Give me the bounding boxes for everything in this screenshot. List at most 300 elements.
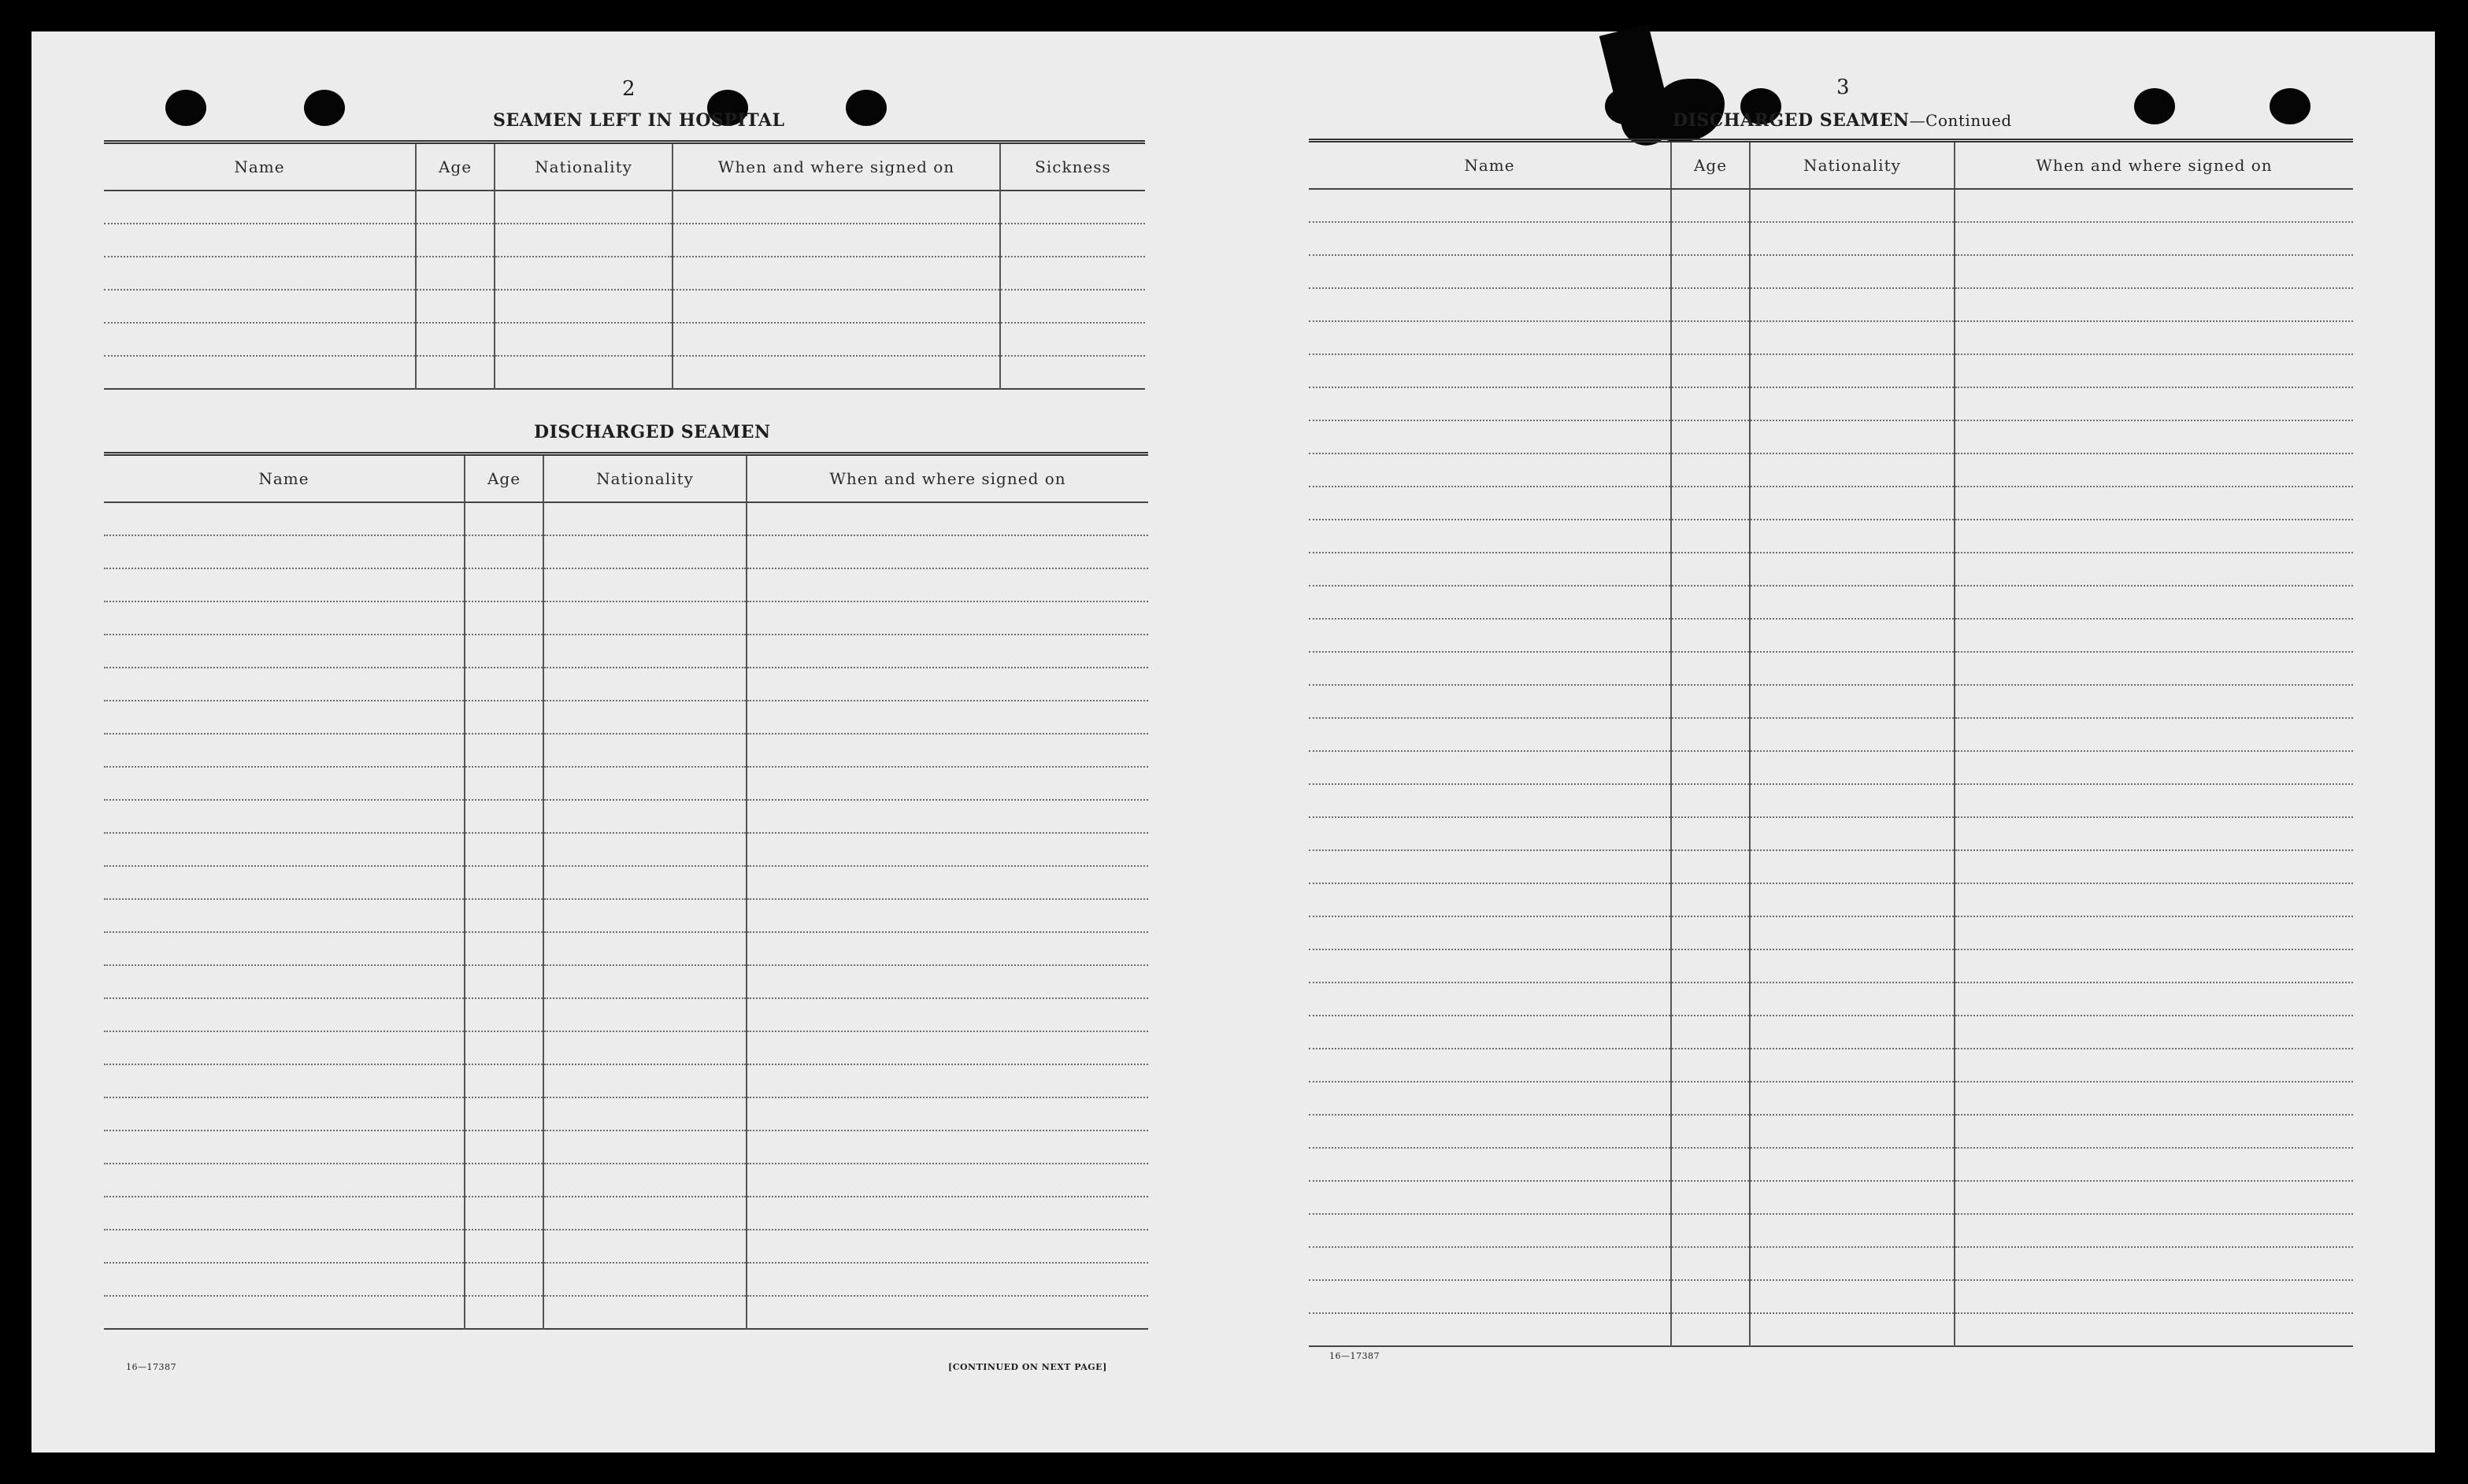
table-header-row <box>104 142 1145 191</box>
table-cell <box>1309 817 1671 850</box>
table-cell <box>1309 718 1671 751</box>
table-cell <box>1309 453 1671 487</box>
table-cell <box>543 701 747 734</box>
table-cell <box>747 502 1148 535</box>
table-cell <box>543 833 747 866</box>
table-row <box>104 866 1148 899</box>
table-row <box>104 502 1148 535</box>
table-row <box>1309 189 2353 222</box>
table-cell <box>1000 323 1145 356</box>
table-cell <box>1955 586 2353 619</box>
table-cell <box>1955 1214 2353 1247</box>
table-row <box>1309 751 2353 784</box>
table-row <box>1309 520 2353 553</box>
table-cell <box>465 1031 543 1064</box>
table-cell <box>104 767 465 800</box>
table-cell <box>747 701 1148 734</box>
table-cell <box>1750 586 1955 619</box>
table-cell <box>1955 784 2353 817</box>
table-cell <box>1309 1313 1671 1346</box>
table-cell <box>1750 652 1955 685</box>
table-cell <box>1955 1247 2353 1280</box>
table-cell <box>1955 453 2353 487</box>
table-cell <box>747 800 1148 833</box>
table-cell <box>543 1097 747 1131</box>
punch-hole <box>304 90 345 126</box>
table-cell <box>1309 487 1671 520</box>
table-cell <box>104 1097 465 1131</box>
table-cell <box>1671 1049 1750 1082</box>
table-cell <box>465 535 543 568</box>
table-cell <box>747 965 1148 998</box>
document-sheet <box>31 31 2435 1453</box>
table-cell <box>1000 224 1145 257</box>
table-header-row <box>1309 141 2353 190</box>
table-cell <box>1671 222 1750 255</box>
table-cell <box>673 356 1000 389</box>
table-cell <box>1671 1181 1750 1214</box>
table-row <box>104 568 1148 601</box>
table-cell <box>1309 354 1671 387</box>
continued-suffix: —Continued <box>1909 111 2012 130</box>
table-cell <box>1309 586 1671 619</box>
table-row <box>104 356 1145 389</box>
table-cell <box>543 1064 747 1097</box>
table-cell <box>465 601 543 635</box>
table-cell <box>1671 487 1750 520</box>
table-cell <box>1955 916 2353 949</box>
table-row <box>1309 453 2353 487</box>
table-cell <box>1671 850 1750 883</box>
table-cell <box>1955 652 2353 685</box>
column-header: Age <box>465 454 543 503</box>
table-cell <box>104 998 465 1031</box>
column-header: Name <box>104 142 416 191</box>
table-cell <box>1955 850 2353 883</box>
table-cell <box>747 1197 1148 1230</box>
table-cell <box>1750 1181 1955 1214</box>
table-cell <box>1955 255 2353 288</box>
table-row <box>1309 1280 2353 1313</box>
table-cell <box>465 998 543 1031</box>
discharged-seamen-table <box>104 452 1148 1330</box>
table-cell <box>1750 718 1955 751</box>
table-cell <box>543 767 747 800</box>
table-cell <box>104 224 416 257</box>
table-cell <box>465 1131 543 1164</box>
table-cell <box>1955 387 2353 420</box>
table-row <box>104 965 1148 998</box>
table-cell <box>104 356 416 389</box>
table-row <box>104 191 1145 224</box>
table-cell <box>1750 1049 1955 1082</box>
table-cell <box>104 701 465 734</box>
table-cell <box>104 1263 465 1296</box>
table-cell <box>465 502 543 535</box>
table-cell <box>104 502 465 535</box>
table-row <box>104 601 1148 635</box>
table-cell <box>1750 619 1955 652</box>
table-row <box>104 1230 1148 1263</box>
table-row <box>104 535 1148 568</box>
table-cell <box>1671 1082 1750 1115</box>
table-cell <box>1750 1082 1955 1115</box>
table-cell <box>747 899 1148 932</box>
table-cell <box>1309 1148 1671 1181</box>
table-cell <box>465 1296 543 1329</box>
table-cell <box>1750 1313 1955 1346</box>
table-cell <box>495 290 673 323</box>
table-cell <box>104 1296 465 1329</box>
table-row <box>1309 553 2353 586</box>
table-row <box>1309 420 2353 453</box>
table-cell <box>747 932 1148 965</box>
table-cell <box>1309 288 1671 321</box>
table-cell <box>465 635 543 668</box>
table-cell <box>543 502 747 535</box>
table-cell <box>1750 1280 1955 1313</box>
table-row <box>1309 1313 2353 1346</box>
table-cell <box>1671 1247 1750 1280</box>
page-number-right: 3 <box>1836 76 1850 99</box>
table-cell <box>1750 949 1955 983</box>
table-cell <box>104 323 416 356</box>
table-cell <box>1309 751 1671 784</box>
table-cell <box>1309 949 1671 983</box>
table-cell <box>495 224 673 257</box>
table-cell <box>747 1131 1148 1164</box>
table-cell <box>1955 189 2353 222</box>
column-header: When and where signed on <box>747 454 1148 503</box>
table-cell <box>465 568 543 601</box>
table-cell <box>1309 321 1671 354</box>
table-cell <box>543 734 747 767</box>
table-cell <box>1671 949 1750 983</box>
table-cell <box>1309 1082 1671 1115</box>
table-cell <box>1671 1214 1750 1247</box>
table-cell <box>673 257 1000 290</box>
table-row <box>1309 487 2353 520</box>
table-cell <box>1671 883 1750 916</box>
table-row <box>1309 354 2353 387</box>
table-cell <box>543 668 747 701</box>
table-cell <box>1955 420 2353 453</box>
table-cell <box>465 1164 543 1197</box>
table-cell <box>465 767 543 800</box>
table-cell <box>495 323 673 356</box>
table-cell <box>104 965 465 998</box>
table-cell <box>1671 387 1750 420</box>
table-cell <box>416 323 495 356</box>
table-row <box>104 701 1148 734</box>
table-cell <box>1309 387 1671 420</box>
table-cell <box>465 734 543 767</box>
table-cell <box>543 635 747 668</box>
table-cell <box>747 767 1148 800</box>
table-cell <box>1955 1082 2353 1115</box>
table-cell <box>543 601 747 635</box>
table-cell <box>1000 290 1145 323</box>
table-row <box>104 1031 1148 1064</box>
table-cell <box>1750 685 1955 718</box>
table-cell <box>1309 420 1671 453</box>
table-cell <box>1309 652 1671 685</box>
table-cell <box>104 257 416 290</box>
table-cell <box>1671 453 1750 487</box>
table-row <box>104 932 1148 965</box>
column-header: Nationality <box>495 142 673 191</box>
table-row <box>1309 817 2353 850</box>
table-cell <box>104 800 465 833</box>
table-cell <box>1671 1148 1750 1181</box>
table-cell <box>1309 784 1671 817</box>
table-cell <box>465 1230 543 1263</box>
table-cell <box>1309 1214 1671 1247</box>
table-cell <box>543 568 747 601</box>
table-row <box>104 1064 1148 1097</box>
table-cell <box>1309 1049 1671 1082</box>
table-cell <box>1750 751 1955 784</box>
table-cell <box>1750 817 1955 850</box>
table-cell <box>543 1263 747 1296</box>
table-row <box>1309 652 2353 685</box>
table-cell <box>1671 321 1750 354</box>
table-row <box>104 323 1145 356</box>
table-cell <box>104 734 465 767</box>
table-row <box>1309 983 2353 1016</box>
table-cell <box>1955 1313 2353 1346</box>
table-cell <box>1671 983 1750 1016</box>
table-cell <box>495 356 673 389</box>
table-cell <box>104 899 465 932</box>
table-cell <box>104 1197 465 1230</box>
table-cell <box>1955 883 2353 916</box>
table-row <box>1309 1016 2353 1049</box>
table-row <box>104 1197 1148 1230</box>
table-cell <box>747 635 1148 668</box>
table-cell <box>1955 1181 2353 1214</box>
table-cell <box>465 668 543 701</box>
table-cell <box>543 965 747 998</box>
table-cell <box>1671 619 1750 652</box>
table-cell <box>1955 487 2353 520</box>
table-row <box>1309 916 2353 949</box>
table-cell <box>747 998 1148 1031</box>
table-cell <box>1671 652 1750 685</box>
table-cell <box>747 734 1148 767</box>
table-cell <box>1955 1115 2353 1148</box>
table-cell <box>747 1164 1148 1197</box>
table-cell <box>104 568 465 601</box>
table-cell <box>1309 883 1671 916</box>
table-cell <box>1671 718 1750 751</box>
table-cell <box>747 668 1148 701</box>
table-row <box>1309 850 2353 883</box>
table-cell <box>1671 1115 1750 1148</box>
table-cell <box>747 866 1148 899</box>
table-cell <box>747 1296 1148 1329</box>
table-row <box>1309 784 2353 817</box>
table-row <box>1309 883 2353 916</box>
table-cell <box>673 191 1000 224</box>
table-cell <box>747 833 1148 866</box>
column-header: Age <box>416 142 495 191</box>
table-cell <box>1750 850 1955 883</box>
table-cell <box>543 1031 747 1064</box>
table-row <box>104 1164 1148 1197</box>
table-row <box>104 767 1148 800</box>
table-cell <box>543 1131 747 1164</box>
table-cell <box>1750 1115 1955 1148</box>
table-cell <box>543 535 747 568</box>
table-cell <box>1955 1016 2353 1049</box>
table-cell <box>1671 817 1750 850</box>
table-cell <box>104 866 465 899</box>
table-cell <box>465 866 543 899</box>
table-cell <box>747 1064 1148 1097</box>
table-cell <box>1309 619 1671 652</box>
discharged-continued-title <box>1673 110 2012 131</box>
table-cell <box>1671 553 1750 586</box>
discharged-continued-title-text: DISCHARGED SEAMEN <box>1673 110 1910 131</box>
punch-hole <box>2270 88 2311 124</box>
table-row <box>1309 222 2353 255</box>
table-cell <box>1750 288 1955 321</box>
table-row <box>1309 949 2353 983</box>
table-row <box>104 833 1148 866</box>
table-cell <box>104 535 465 568</box>
table-cell <box>1671 1016 1750 1049</box>
table-row <box>1309 685 2353 718</box>
hospital-section-title: SEAMEN LEFT IN HOSPITAL <box>493 110 785 131</box>
table-cell <box>1750 453 1955 487</box>
table-row <box>1309 387 2353 420</box>
table-cell <box>465 899 543 932</box>
table-cell <box>465 965 543 998</box>
table-row <box>1309 619 2353 652</box>
table-cell <box>104 1131 465 1164</box>
column-header: Nationality <box>543 454 747 503</box>
table-cell <box>104 1064 465 1097</box>
table-cell <box>747 1230 1148 1263</box>
table-cell <box>1955 553 2353 586</box>
table-row <box>104 899 1148 932</box>
table-cell <box>1955 1148 2353 1181</box>
column-header: Name <box>104 454 465 503</box>
table-cell <box>1955 321 2353 354</box>
table-row <box>1309 586 2353 619</box>
table-cell <box>1750 487 1955 520</box>
table-cell <box>543 899 747 932</box>
table-cell <box>747 535 1148 568</box>
table-cell <box>495 191 673 224</box>
table-cell <box>543 932 747 965</box>
table-cell <box>1671 1280 1750 1313</box>
table-cell <box>1955 354 2353 387</box>
table-cell <box>1750 784 1955 817</box>
table-cell <box>543 800 747 833</box>
table-cell <box>543 998 747 1031</box>
table-cell <box>104 668 465 701</box>
table-cell <box>1750 1016 1955 1049</box>
table-row <box>1309 255 2353 288</box>
table-cell <box>1671 255 1750 288</box>
table-cell <box>104 191 416 224</box>
table-cell <box>1955 1049 2353 1082</box>
table-cell <box>1955 751 2353 784</box>
table-cell <box>673 290 1000 323</box>
table-cell <box>465 1097 543 1131</box>
punch-hole <box>2134 88 2175 124</box>
table-cell <box>1671 784 1750 817</box>
table-cell <box>543 866 747 899</box>
table-cell <box>465 701 543 734</box>
table-cell <box>1309 1016 1671 1049</box>
table-cell <box>1309 1280 1671 1313</box>
table-cell <box>1955 520 2353 553</box>
table-cell <box>1750 553 1955 586</box>
table-cell <box>1955 222 2353 255</box>
table-cell <box>1309 1181 1671 1214</box>
table-cell <box>1671 751 1750 784</box>
table-cell <box>465 1263 543 1296</box>
table-cell <box>747 1263 1148 1296</box>
table-cell <box>543 1296 747 1329</box>
table-cell <box>1750 189 1955 222</box>
table-cell <box>747 568 1148 601</box>
table-cell <box>1309 520 1671 553</box>
table-cell <box>1750 1214 1955 1247</box>
discharged-continued-table <box>1309 139 2353 1347</box>
table-cell <box>1955 1280 2353 1313</box>
table-cell <box>1750 520 1955 553</box>
table-cell <box>416 290 495 323</box>
table-cell <box>1309 189 1671 222</box>
table-cell <box>104 1230 465 1263</box>
table-cell <box>1309 553 1671 586</box>
table-row <box>104 734 1148 767</box>
table-cell <box>104 932 465 965</box>
table-cell <box>1955 718 2353 751</box>
table-cell <box>1750 387 1955 420</box>
table-cell <box>673 224 1000 257</box>
table-cell <box>747 1097 1148 1131</box>
table-row <box>1309 1082 2353 1115</box>
table-cell <box>1309 1247 1671 1280</box>
table-cell <box>1671 354 1750 387</box>
discharged-section-title: DISCHARGED SEAMEN <box>534 422 771 442</box>
column-header: Nationality <box>1750 141 1955 190</box>
table-cell <box>1000 191 1145 224</box>
table-row <box>104 998 1148 1031</box>
table-row <box>104 1263 1148 1296</box>
page-number-left: 2 <box>622 77 636 101</box>
table-cell <box>1309 255 1671 288</box>
table-cell <box>495 257 673 290</box>
table-row <box>104 290 1145 323</box>
table-cell <box>1750 916 1955 949</box>
table-row <box>104 1296 1148 1329</box>
punch-hole <box>165 90 206 126</box>
punch-hole <box>846 90 887 126</box>
table-cell <box>1750 321 1955 354</box>
table-cell <box>747 1031 1148 1064</box>
table-cell <box>1671 420 1750 453</box>
table-cell <box>1309 685 1671 718</box>
table-cell <box>1750 222 1955 255</box>
table-cell <box>465 800 543 833</box>
table-cell <box>747 601 1148 635</box>
